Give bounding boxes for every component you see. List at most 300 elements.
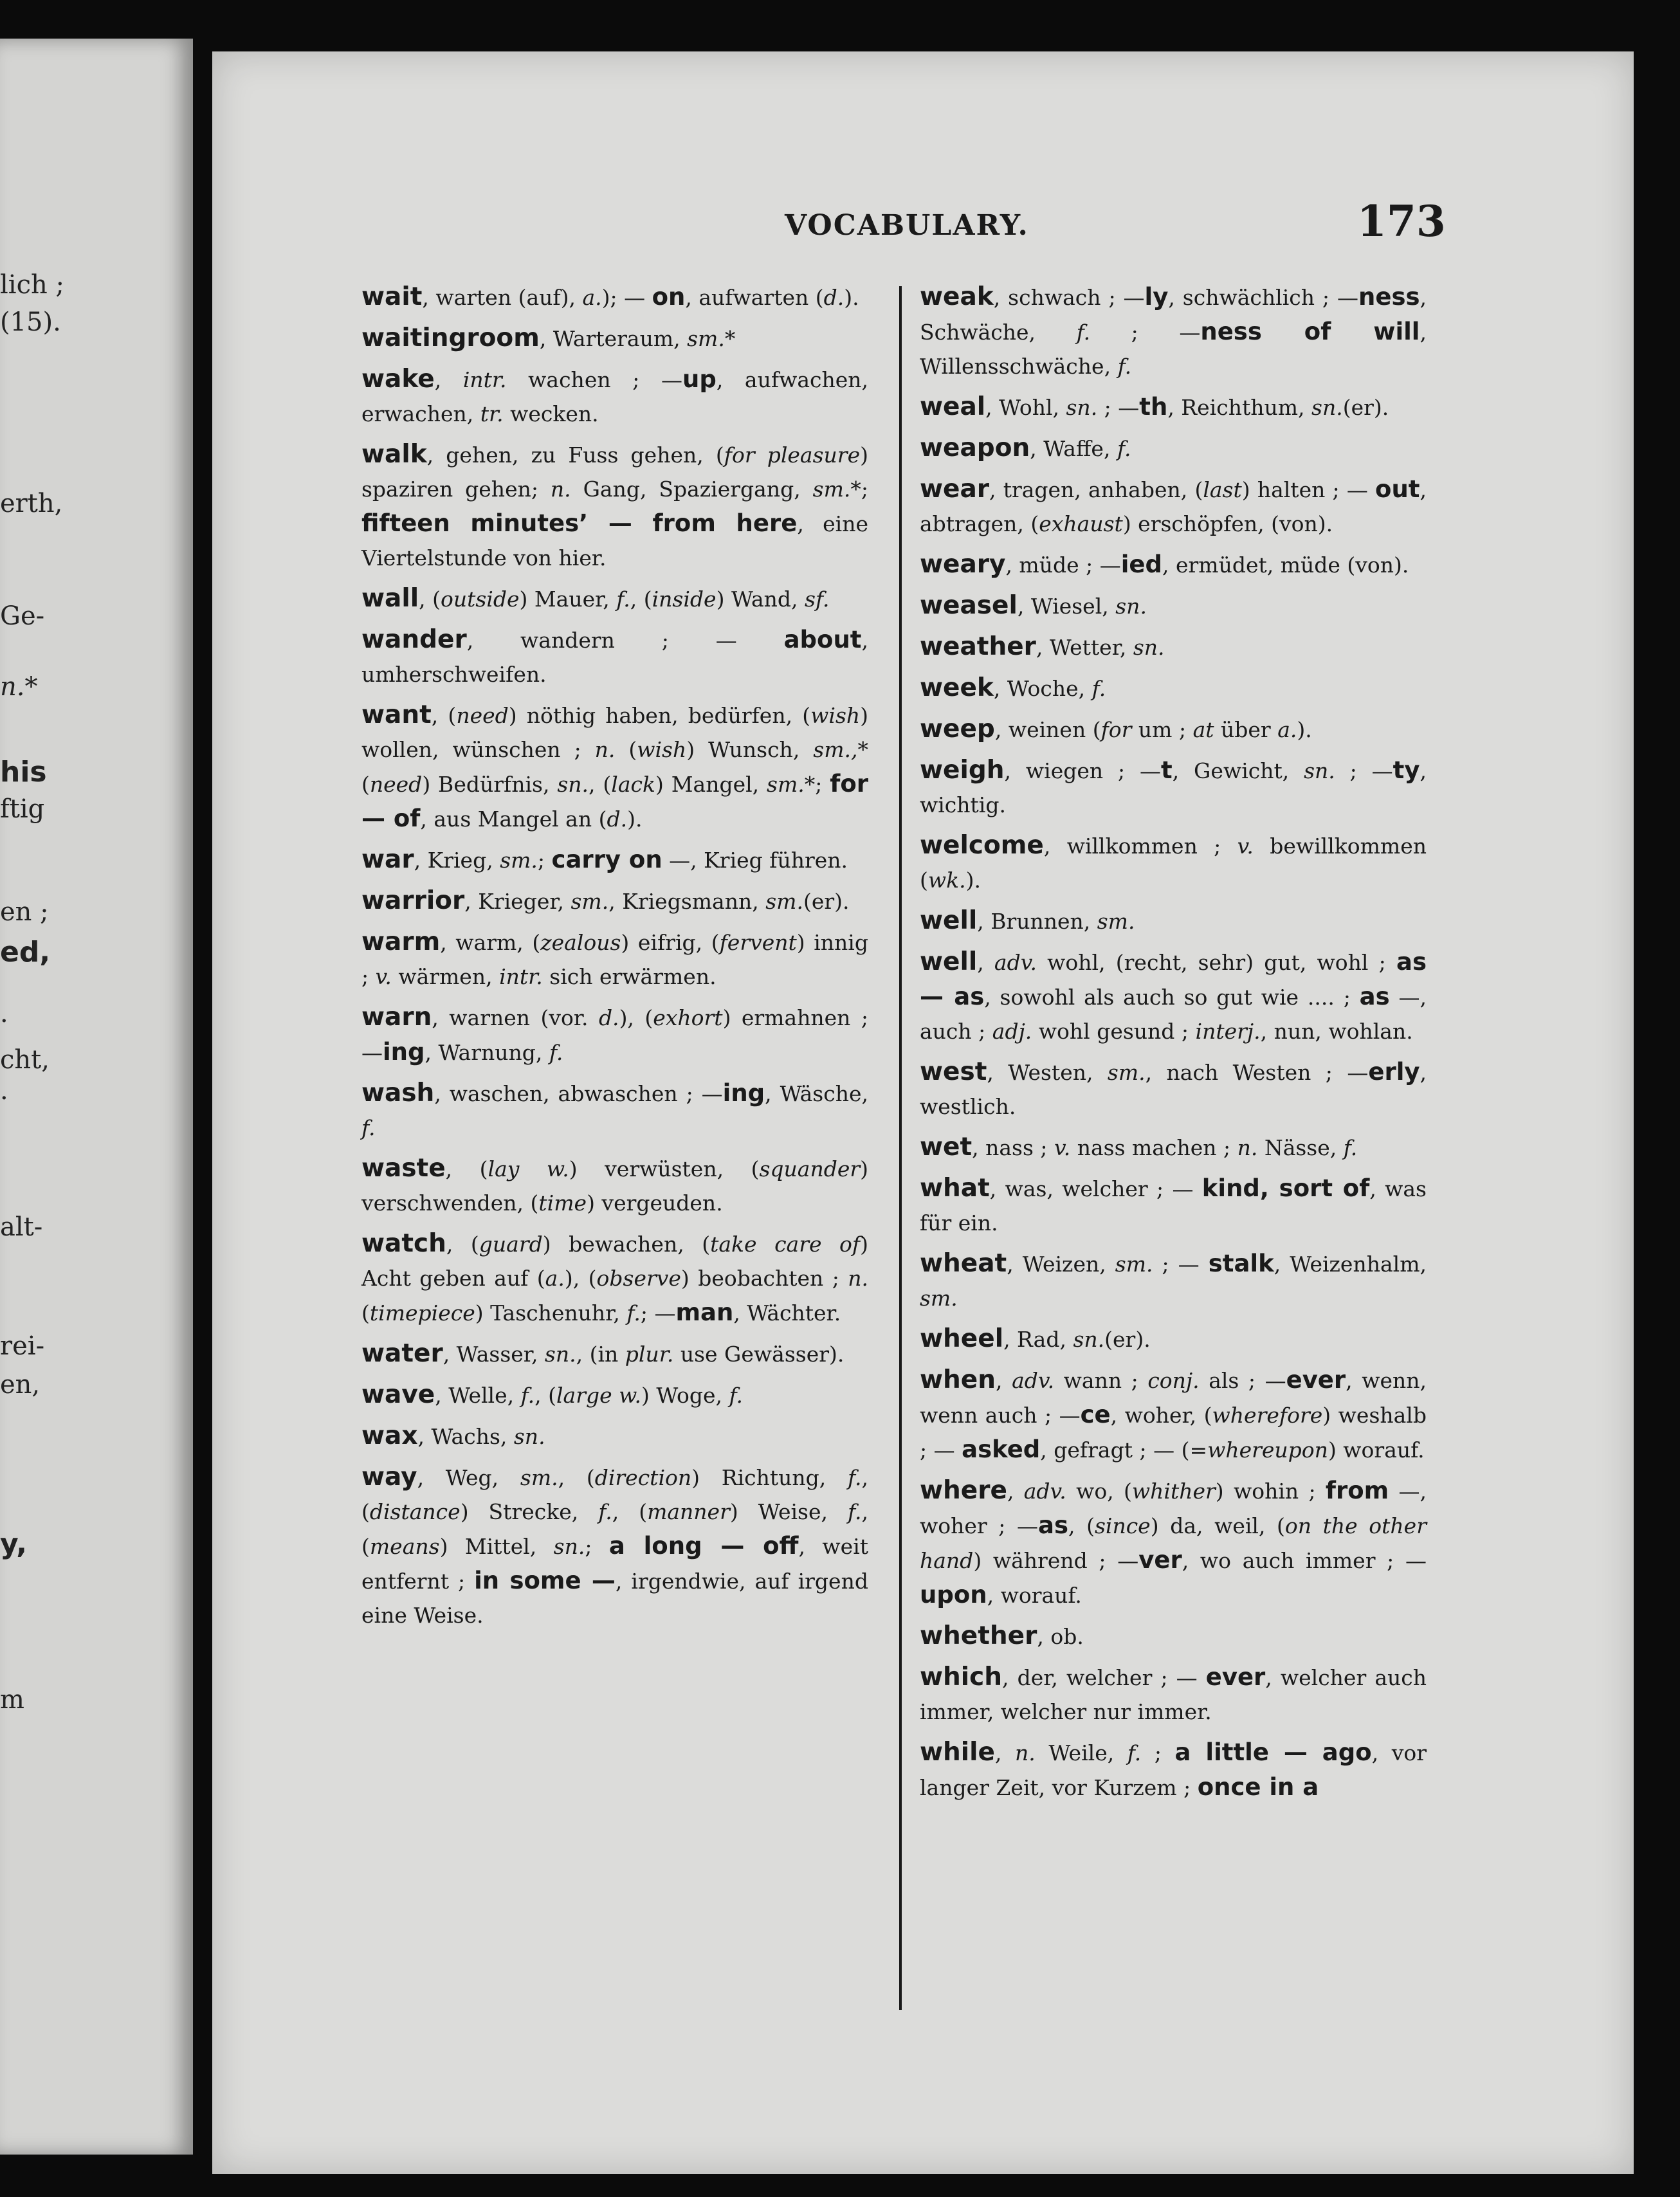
grammar-label: timepiece — [369, 1300, 475, 1326]
definition-text: ). — [1297, 717, 1312, 742]
grammar-label: a. — [1277, 717, 1297, 742]
grammar-label: f. — [1127, 1740, 1142, 1765]
definition-text: , ( — [612, 1499, 648, 1524]
grammar-label: fervent — [719, 930, 797, 955]
definition-text: , — [1007, 1479, 1024, 1504]
definition-text: ) ermahnen ; — — [361, 1005, 868, 1065]
headword: warm — [361, 927, 441, 956]
definition-text: ) verschwenden, ( — [361, 1156, 869, 1216]
headword: whether — [920, 1621, 1037, 1650]
dictionary-entry — [920, 390, 1427, 424]
definition-text: , warten (auf), — [422, 285, 583, 310]
dictionary-entry — [920, 588, 1427, 623]
phrase: ing — [722, 1079, 765, 1107]
dictionary-entry — [920, 904, 1427, 938]
definition-text: (er). — [1342, 395, 1389, 420]
definition-text: —, auch ; — [920, 985, 1427, 1044]
definition-text: , Brunnen, — [977, 909, 1097, 934]
grammar-label: sm.* — [687, 326, 736, 351]
grammar-label: guard — [479, 1232, 543, 1257]
definition-text: ) Mauer, — [519, 587, 617, 612]
definition-text: wohl, (recht, sehr) gut, wohl ; — [1036, 950, 1396, 975]
grammar-label: sn. — [1073, 1327, 1105, 1352]
definition-text: über — [1214, 717, 1278, 742]
definition-text: ; — — [1335, 758, 1393, 783]
grammar-label: direction — [594, 1465, 692, 1490]
definition-text: , wenn, wenn auch ; — — [920, 1368, 1427, 1428]
dictionary-entry — [920, 828, 1427, 897]
phrase: ied — [1120, 551, 1162, 578]
grammar-label: sm. — [765, 889, 803, 914]
phrase: th — [1139, 393, 1168, 421]
headword: war — [361, 845, 414, 874]
definition-text: ) Acht geben auf ( — [361, 1232, 869, 1291]
definition-text: , westlich. — [920, 1060, 1427, 1119]
headword: welcome — [920, 831, 1044, 860]
phrase: as — as — [920, 948, 1427, 1010]
definition-text: ; — — [1090, 320, 1201, 345]
definition-text: , — [434, 367, 463, 392]
facing-page-fragment: (15). — [0, 307, 61, 337]
definition-text: (er). — [803, 889, 850, 914]
grammar-label: inside — [652, 587, 717, 612]
definition-text: , Krieger, — [464, 889, 571, 914]
definition-text: , wichtig. — [920, 758, 1427, 817]
definition-text: ) spaziren gehen; — [361, 442, 868, 502]
definition-text: , was, welcher ; — — [989, 1176, 1202, 1201]
phrase: a little — ago — [1174, 1738, 1372, 1766]
grammar-label: sn. — [1066, 395, 1098, 420]
definition-text: , Wohl, — [985, 395, 1066, 420]
grammar-label: d. — [823, 285, 845, 310]
phrase: upon — [920, 1581, 987, 1609]
definition-text: , aufwachen, erwachen, — [361, 367, 868, 426]
definition-text: , ( — [1068, 1513, 1095, 1538]
grammar-label: wish — [637, 737, 687, 762]
definition-text: , nun, wohlan. — [1260, 1019, 1413, 1044]
grammar-label: v. — [1054, 1135, 1071, 1160]
definition-text: wann ; — [1054, 1368, 1148, 1393]
definition-text: , ( — [589, 772, 612, 797]
definition-text: ) Mittel, — [439, 1534, 554, 1559]
phrase: ce — [1080, 1401, 1111, 1428]
grammar-label: sn. — [557, 772, 589, 797]
definition-text: ; — [1141, 1740, 1175, 1765]
definition-text: ) Richtung, — [691, 1465, 848, 1490]
definition-text: , weinen ( — [994, 717, 1101, 742]
grammar-label: adv. — [1012, 1368, 1055, 1393]
dictionary-entry — [920, 753, 1427, 822]
grammar-label: f. — [847, 1465, 862, 1490]
phrase: asked — [962, 1436, 1041, 1463]
definition-text: ) erschöpfen, (von). — [1122, 511, 1333, 536]
definition-text: , ( — [446, 1232, 479, 1257]
headword: weigh — [920, 756, 1005, 785]
grammar-label: whither — [1131, 1479, 1216, 1504]
facing-page-fragment: ftig — [0, 794, 45, 824]
left-column — [361, 280, 868, 1639]
grammar-label: intr. — [462, 367, 507, 392]
grammar-label: a. — [545, 1266, 565, 1291]
headword: wander — [361, 625, 467, 654]
grammar-label: sm. — [500, 848, 538, 873]
definition-text: , Willensschwäche, — [920, 320, 1427, 379]
definition-text: als ; — — [1199, 1368, 1286, 1393]
dictionary-entry — [361, 1226, 868, 1330]
grammar-label: n. — [1237, 1135, 1258, 1160]
grammar-label: sn. — [553, 1534, 585, 1559]
definition-text: , Kriegsmann, — [608, 889, 766, 914]
definition-text: , Wächter. — [733, 1300, 841, 1326]
definition-text: , sowohl als auch so gut wie .... ; — [984, 985, 1360, 1010]
facing-page-fragment: erth, — [0, 489, 63, 518]
headword: want — [361, 700, 432, 729]
definition-text: , Schwäche, — [920, 285, 1427, 345]
definition-text: , Woche, — [993, 676, 1092, 701]
phrase: for — of — [361, 770, 869, 832]
running-head: VOCABULARY. — [785, 209, 1029, 242]
dictionary-entry — [361, 1336, 868, 1371]
definition-text: , was für ein. — [920, 1176, 1427, 1235]
grammar-label: manner — [647, 1499, 730, 1524]
definition-text: ) innig ; — [361, 930, 868, 989]
definition-text: ; — [861, 477, 868, 502]
definition-text: ; — [537, 848, 552, 873]
headword: wear — [920, 475, 990, 504]
grammar-label: f. — [626, 1300, 641, 1326]
grammar-label: sm. — [520, 1465, 558, 1490]
grammar-label: for — [1100, 717, 1132, 742]
definition-text: ) eifrig, ( — [621, 930, 720, 955]
headword: waitingroom — [361, 324, 540, 352]
grammar-label: sm.* — [767, 772, 816, 797]
definition-text: ) Woge, — [641, 1383, 729, 1408]
grammar-label: since — [1094, 1513, 1151, 1538]
definition-text: , Welle, — [435, 1383, 521, 1408]
definition-text: , nass ; — [972, 1135, 1054, 1160]
definition-text: , Weg, — [417, 1465, 520, 1490]
grammar-label: a. — [582, 285, 602, 310]
headword: weapon — [920, 433, 1030, 462]
definition-text: ; — [585, 1534, 609, 1559]
dictionary-entry — [920, 431, 1427, 466]
phrase: ver — [1138, 1546, 1182, 1574]
headword: warrior — [361, 886, 465, 915]
definition-text: ; — — [1153, 1252, 1209, 1277]
definition-text: bewillkommen ( — [920, 834, 1427, 893]
grammar-label: n. — [550, 477, 571, 502]
definition-text: ) während ; — — [973, 1548, 1139, 1573]
definition-text: , ob. — [1037, 1624, 1084, 1649]
dictionary-entry — [361, 321, 868, 356]
definition-text: , willkommen ; — [1043, 834, 1237, 859]
definition-text: ) nöthig haben, bedürfen, ( — [508, 703, 811, 728]
definition-text: , ( — [361, 1465, 869, 1524]
facing-page-fragment: m — [0, 1685, 24, 1715]
grammar-label: large w. — [556, 1383, 641, 1408]
definition-text: wo, ( — [1066, 1479, 1132, 1504]
grammar-label: adv. — [1023, 1479, 1066, 1504]
definition-text: ) worauf. — [1328, 1437, 1425, 1463]
headword: week — [920, 673, 994, 702]
grammar-label: intr. — [499, 964, 543, 989]
definition-text: ; — — [1097, 395, 1140, 420]
definition-text: ), ( — [619, 1005, 653, 1030]
grammar-label: d. — [598, 1005, 619, 1030]
headword: wave — [361, 1380, 435, 1409]
headword: what — [920, 1174, 990, 1203]
grammar-label: need — [369, 772, 423, 797]
headword: weary — [920, 550, 1006, 579]
definition-text: Weile, — [1035, 1740, 1128, 1765]
grammar-label: sn. — [1304, 758, 1335, 783]
phrase: ness — [1358, 283, 1420, 311]
headword: wake — [361, 365, 435, 394]
dictionary-entry — [361, 843, 868, 877]
definition-text: ) wohin ; — [1215, 1479, 1326, 1504]
phrase: ly — [1144, 283, 1169, 311]
phrase: ness of will — [1200, 318, 1420, 345]
headword: wash — [361, 1079, 435, 1108]
definition-text: , wandern ; — — [466, 628, 784, 653]
grammar-label: means — [369, 1534, 440, 1559]
grammar-label: f. — [1343, 1135, 1358, 1160]
phrase: ever — [1286, 1366, 1346, 1394]
dictionary-entry — [920, 1322, 1427, 1356]
headword: waste — [361, 1154, 446, 1183]
definition-text: ), ( — [564, 1266, 597, 1291]
definition-text: , Wetter, — [1036, 635, 1133, 660]
dictionary-entry — [361, 1000, 868, 1070]
grammar-label: n. — [594, 737, 616, 762]
definition-text: , gefragt ; — (= — [1040, 1437, 1208, 1463]
definition-text: , ( — [361, 1499, 868, 1559]
dictionary-entry — [920, 1130, 1427, 1165]
definition-text: , der, welcher ; — — [1002, 1665, 1206, 1690]
definition-text: , weit entfernt ; — [361, 1534, 869, 1594]
headword: weasel — [920, 591, 1018, 620]
definition-text: nass machen ; — [1070, 1135, 1237, 1160]
definition-text: wachen ; — — [506, 367, 682, 392]
headword: wheel — [920, 1324, 1004, 1353]
grammar-label: lay w. — [488, 1156, 569, 1181]
grammar-label: v. — [375, 964, 392, 989]
grammar-label: at — [1192, 717, 1214, 742]
definition-text: , ( — [445, 1156, 488, 1181]
dictionary-entry — [920, 1619, 1427, 1654]
grammar-label: n. — [1015, 1740, 1036, 1765]
grammar-label: exhaust — [1039, 511, 1123, 536]
grammar-label: interj. — [1195, 1019, 1261, 1044]
grammar-label: observe — [596, 1266, 681, 1291]
facing-page-fragment: · — [0, 1007, 8, 1036]
definition-text: , Westen, — [987, 1060, 1108, 1085]
grammar-label: sn. — [544, 1342, 576, 1367]
definition-text: Gang, Spaziergang, — [571, 477, 813, 502]
facing-page-fragment: y, — [0, 1527, 27, 1560]
phrase: in some — — [474, 1567, 616, 1594]
definition-text: sich erwärmen. — [542, 964, 717, 989]
definition-text: , schwach ; — — [993, 285, 1145, 310]
grammar-label: tr. — [480, 401, 504, 426]
phrase: up — [682, 365, 717, 393]
definition-text: (er). — [1104, 1327, 1151, 1352]
facing-page-fragment: n.* — [0, 672, 38, 702]
headword: water — [361, 1339, 443, 1368]
definition-text: , woher, ( — [1110, 1403, 1212, 1428]
grammar-label: sm. — [1115, 1252, 1153, 1277]
dictionary-entry — [361, 437, 868, 575]
headword: weep — [920, 715, 995, 743]
column-divider — [899, 286, 902, 2010]
definition-text: , Warnung, — [425, 1040, 549, 1065]
facing-page-fragment: rei- — [0, 1331, 45, 1361]
headword: which — [920, 1663, 1003, 1691]
phrase: as — [1037, 1511, 1068, 1539]
grammar-label: exhort — [653, 1005, 723, 1030]
headword: warn — [361, 1003, 432, 1032]
headword: weal — [920, 392, 986, 421]
definition-text: , schwächlich ; — — [1168, 285, 1359, 310]
dictionary-entry — [920, 547, 1427, 582]
dictionary-entry — [361, 925, 868, 994]
facing-page-fragment: · — [0, 1084, 8, 1113]
right-column — [920, 280, 1427, 1811]
definition-text: ( — [361, 772, 370, 797]
dictionary-entry — [920, 472, 1427, 541]
definition-text: , Rad, — [1003, 1327, 1073, 1352]
definition-text: , — [996, 1368, 1012, 1393]
definition-text: ). — [627, 807, 643, 832]
definition-text: wecken. — [503, 401, 599, 426]
grammar-label: zealous — [540, 930, 621, 955]
dictionary-entry — [361, 698, 868, 836]
grammar-label: time — [538, 1190, 587, 1216]
definition-text: , Gewicht, — [1172, 758, 1304, 783]
definition-text: , irgendwie, auf irgend eine Weise. — [361, 1569, 868, 1628]
definition-text: , Wäsche, — [765, 1081, 868, 1106]
grammar-label: sn. — [1311, 395, 1343, 420]
definition-text: ) Wunsch, — [686, 737, 814, 762]
headword: while — [920, 1738, 995, 1767]
definition-text: Nässe, — [1257, 1135, 1344, 1160]
facing-page-edge — [0, 39, 193, 2155]
definition-text: ) bewachen, ( — [542, 1232, 711, 1257]
definition-text: , Wachs, — [417, 1424, 514, 1449]
dictionary-entry — [361, 1460, 868, 1632]
dictionary-entry — [361, 1378, 868, 1412]
headword: way — [361, 1463, 417, 1491]
grammar-label: sm.* — [812, 477, 861, 502]
facing-page-fragment: en, — [0, 1370, 41, 1399]
grammar-label: f. — [729, 1383, 744, 1408]
definition-text: , ( — [534, 1383, 556, 1408]
phrase: kind, sort of — [1201, 1174, 1370, 1202]
grammar-label: conj. — [1147, 1368, 1200, 1393]
definition-text: use Gewässer). — [673, 1342, 845, 1367]
page-number: 173 — [1357, 196, 1446, 246]
definition-text: ( — [615, 737, 637, 762]
headword: weak — [920, 282, 994, 311]
definition-text: , warm, ( — [440, 930, 541, 955]
facing-page-fragment: Ge- — [0, 601, 45, 631]
phrase: man — [675, 1299, 734, 1326]
dictionary-entry — [361, 1076, 868, 1145]
definition-text: ) vergeuden. — [587, 1190, 723, 1216]
definition-text: , aufwarten ( — [685, 285, 824, 310]
dictionary-entry — [920, 630, 1427, 664]
grammar-label: adj. — [992, 1019, 1032, 1044]
definition-text: ) Mangel, — [655, 772, 767, 797]
definition-text: ). — [965, 868, 981, 893]
definition-text: , worauf. — [987, 1583, 1082, 1608]
definition-text: wärmen, — [391, 964, 500, 989]
grammar-label: f. — [1117, 436, 1131, 461]
definition-text: , wo auch immer ; — — [1182, 1548, 1427, 1573]
headword: wheat — [920, 1249, 1007, 1278]
grammar-label: need — [456, 703, 509, 728]
facing-page-fragment: en ; — [0, 897, 49, 927]
grammar-label: wk. — [927, 868, 966, 893]
phrase: a long — off — [608, 1532, 799, 1560]
definition-text: ) verwüsten, ( — [569, 1156, 760, 1181]
dictionary-entry — [920, 712, 1427, 747]
headword: well — [920, 906, 978, 935]
grammar-label: sm.,* — [813, 737, 868, 762]
dictionary-entry — [920, 945, 1427, 1048]
grammar-label: last — [1203, 477, 1242, 502]
definition-text: um ; — [1131, 717, 1193, 742]
definition-text: , gehen, zu Fuss gehen, ( — [426, 442, 724, 468]
headword: well — [920, 947, 978, 976]
phrase: ty — [1392, 756, 1420, 784]
phrase: from — [1325, 1477, 1389, 1504]
definition-text: , abtragen, ( — [920, 477, 1427, 536]
grammar-label: sn. — [1133, 635, 1165, 660]
definition-text: , Weizen, — [1007, 1252, 1115, 1277]
phrase: about — [783, 626, 862, 653]
grammar-label: whereupon — [1207, 1437, 1328, 1463]
headword: weather — [920, 632, 1036, 661]
definition-text: , Wiesel, — [1017, 594, 1116, 619]
dictionary-entry — [361, 581, 868, 616]
definition-text: , Warteraum, — [539, 326, 688, 351]
definition-text: , eine Viertelstunde von hier. — [361, 511, 868, 570]
definition-text: ) Taschenuhr, — [475, 1300, 627, 1326]
definition-text: ). — [844, 285, 859, 310]
definition-text: , tragen, anhaben, ( — [989, 477, 1203, 502]
facing-page-fragment: cht, — [0, 1045, 50, 1075]
grammar-label: sn. — [513, 1424, 545, 1449]
dictionary-entry — [920, 1660, 1427, 1729]
facing-page-fragment: lich ; — [0, 270, 64, 300]
definition-text: , Reichthum, — [1167, 395, 1312, 420]
headword: wax — [361, 1421, 418, 1450]
definition-text: ) wollen, wünschen ; — [361, 703, 869, 762]
grammar-label: adv. — [994, 950, 1037, 975]
dictionary-entry — [920, 280, 1427, 383]
definition-text: ); — — [601, 285, 652, 310]
definition-text: ) halten ; — — [1241, 477, 1376, 502]
dictionary-entry — [920, 1055, 1427, 1124]
definition-text: , ( — [419, 587, 441, 612]
grammar-label: sn. — [1115, 594, 1147, 619]
definition-text: , ( — [431, 703, 457, 728]
grammar-label: for pleasure — [724, 442, 861, 468]
grammar-label: v. — [1237, 834, 1254, 859]
definition-text: , waschen, abwaschen ; — — [434, 1081, 723, 1106]
grammar-label: f. — [1117, 354, 1132, 379]
